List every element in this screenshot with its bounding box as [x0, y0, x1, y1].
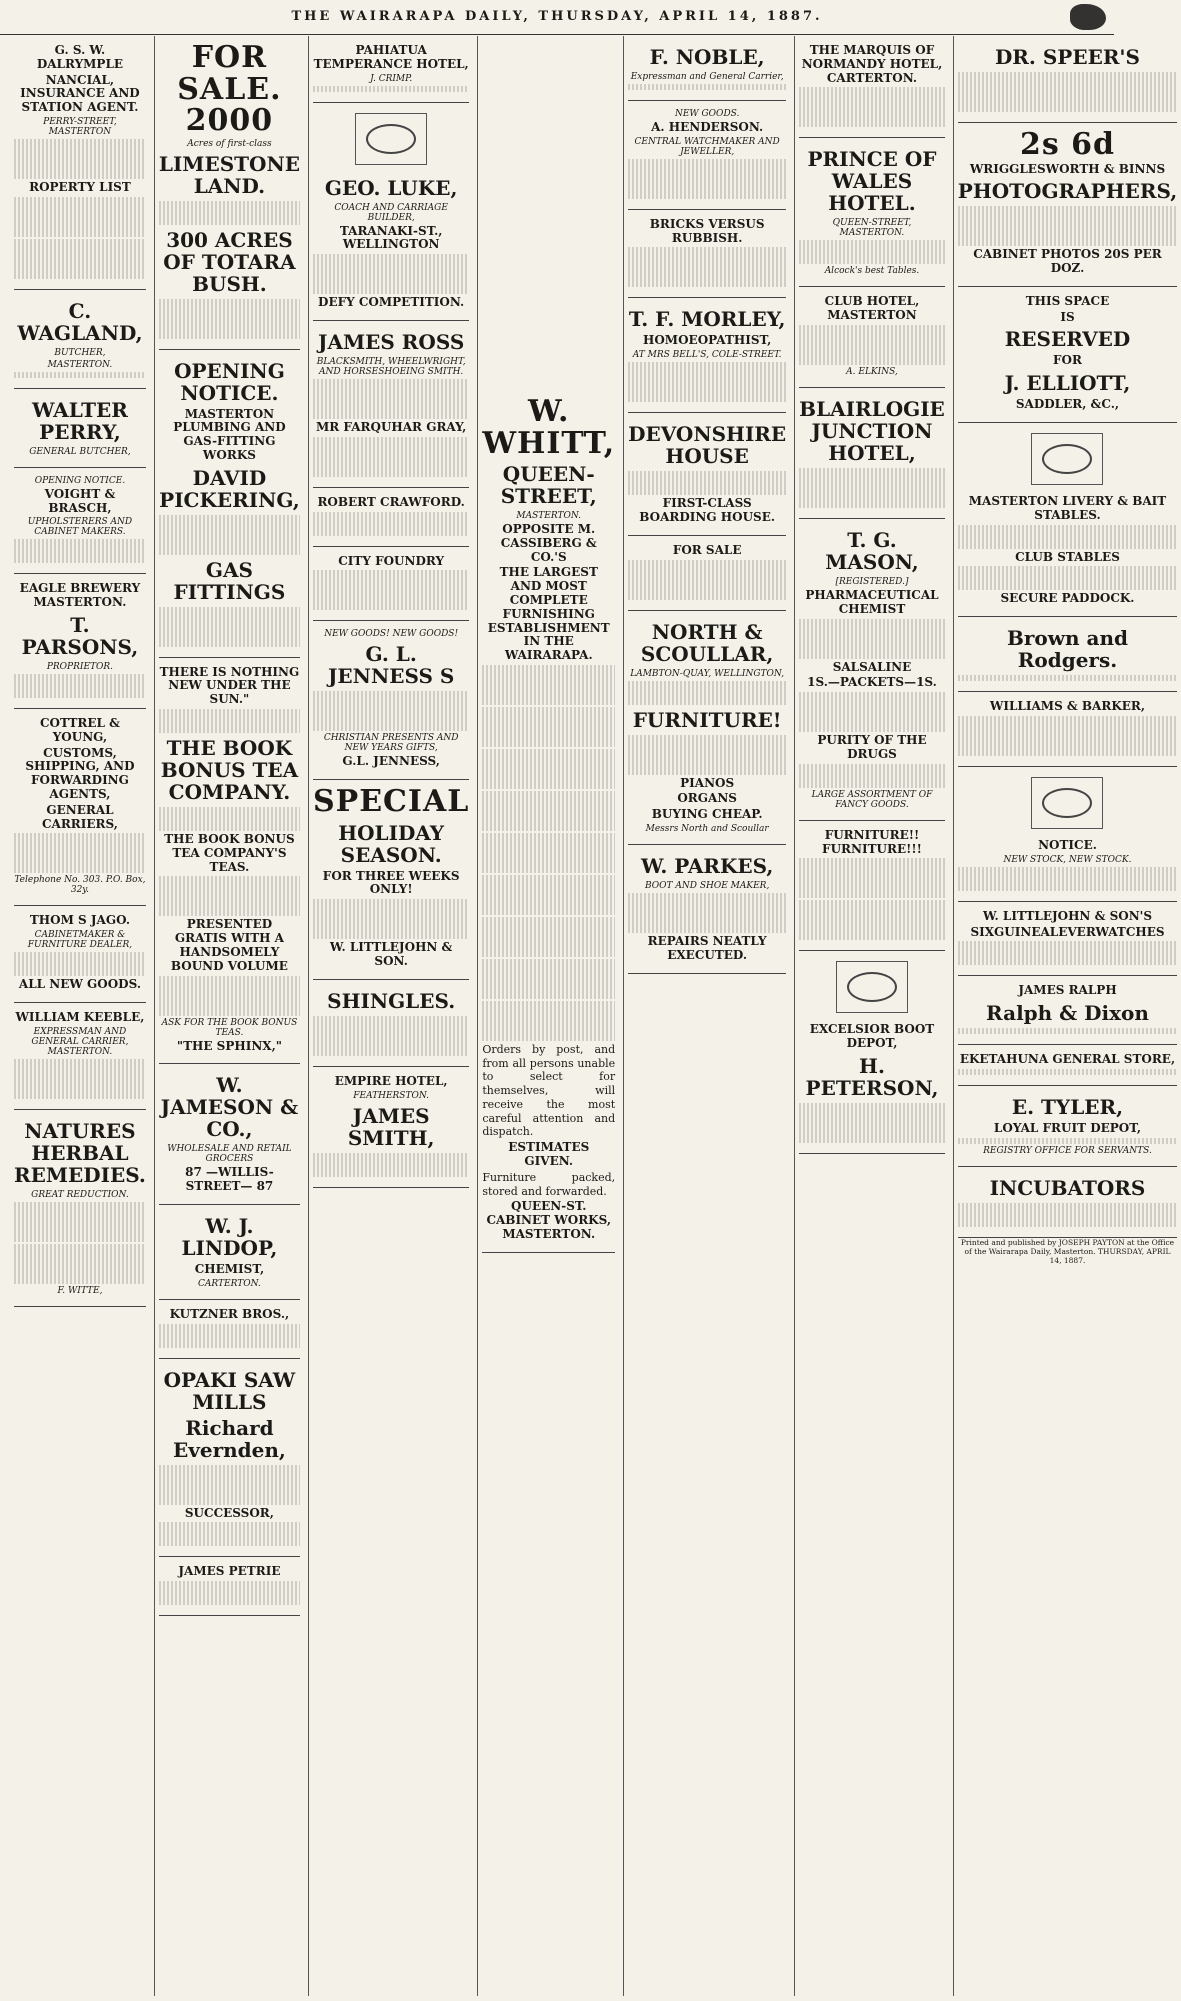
ad-subtitle: FIRST-CLASS BOARDING HOUSE. — [639, 496, 776, 524]
ad-heading: THE BOOK BONUS TEA COMPANY'S TEAS. — [164, 832, 295, 874]
ad-address: AT MRS BELL'S, COLE-STREET. — [632, 350, 782, 361]
ad-city-foundry — [313, 547, 469, 622]
ad-title: C. WAGLAND, — [17, 298, 143, 345]
body-text — [159, 1324, 300, 1348]
ad-line: THIS SPACE — [1025, 293, 1110, 308]
ad-title: BRICKS VERSUS RUBBISH. — [649, 216, 765, 245]
ad-address: 87 —WILLIS-STREET— 87 — [185, 1165, 274, 1194]
ad-title: G. S. W. DALRYMPLE — [36, 43, 124, 71]
ad-subtitle: Acres of first-class — [187, 138, 272, 149]
ad-title: SHINGLES. — [327, 988, 456, 1013]
ad-subtitle: Ralph & Dixon — [986, 1001, 1149, 1026]
body-text — [313, 899, 469, 939]
ad-tagline: REGISTRY OFFICE FOR SERVANTS. — [983, 1145, 1152, 1156]
ad-for-sale — [159, 36, 300, 350]
ad-title: CLUB HOTEL, MASTERTON — [824, 294, 920, 323]
ad-title: ROBERT CRAWFORD. — [317, 494, 465, 509]
ad-price: 2s 6d — [1019, 127, 1116, 162]
body-text — [799, 764, 945, 788]
ad-brown-rodgers — [958, 617, 1177, 692]
ad-morley — [628, 298, 786, 413]
ad-heading: SALSALINE — [832, 659, 912, 674]
ad-title: JAMES ROSS — [318, 329, 465, 354]
body-text — [159, 515, 300, 555]
body-text — [958, 867, 1177, 891]
ad-heading: FOR THREE WEEKS ONLY! — [322, 868, 460, 897]
ad-heading: 300 ACRES OF TOTARA BUSH. — [163, 227, 296, 296]
ad-blairlogie — [799, 388, 945, 519]
ad-title: T. G. MASON, — [825, 527, 919, 574]
body-text — [958, 1138, 1177, 1144]
ad-signature: G.L. JENNESS, — [342, 754, 440, 769]
ad-title: SPECIAL — [312, 784, 470, 820]
ad-title: F. NOBLE, — [649, 45, 765, 69]
ad-ralph — [958, 976, 1177, 1045]
ad-title: KUTZNER BROS., — [169, 1306, 290, 1321]
ad-notice — [958, 767, 1177, 902]
ad-heading: 1S.—PACKETS—1S. — [807, 675, 937, 690]
ad-subtitle: PROPRIETOR. — [46, 661, 114, 672]
ad-petrie — [159, 1557, 300, 1616]
body-text — [482, 791, 615, 831]
ad-title: T. F. MORLEY, — [628, 307, 786, 332]
ad-subtitle: CABINETMAKER & FURNITURE DEALER, — [27, 930, 133, 951]
ad-shingles — [313, 980, 469, 1067]
ad-subtitle: EXPRESSMAN AND GENERAL CARRIER, MASTERTON. — [31, 1026, 129, 1057]
ad-subtitle: J. CRIMP. — [370, 73, 413, 84]
ad-special — [313, 780, 469, 980]
ad-title: COTTREL & YOUNG, — [39, 715, 120, 744]
ad-subtitle: GREAT REDUCTION. — [31, 1189, 129, 1200]
ad-excelsior — [799, 951, 945, 1154]
body-text — [799, 1103, 945, 1143]
body-text — [159, 976, 300, 1016]
ad-furniture — [799, 821, 945, 952]
ad-for-sale-2 — [628, 536, 786, 611]
ad-lindop — [159, 1205, 300, 1300]
body-text — [14, 239, 146, 279]
ad-title: INCUBATORS — [989, 1175, 1146, 1200]
ad-address: QUEEN-STREET, MASTERTON. — [832, 218, 912, 239]
ad-incubators — [958, 1167, 1177, 1238]
ad-title: RESERVED — [1004, 327, 1131, 352]
ad-subtitle: Expressman and General Carrier, — [630, 72, 784, 82]
ad-heading: ESTIMATES GIVEN. — [508, 1140, 590, 1169]
ad-voight — [14, 468, 146, 575]
ad-heading: THE LARGEST AND MOST COMPLETE FURNISHING ESTABLISHMENT IN THE WAIRARAPA. — [487, 565, 610, 663]
ad-heading: CABINET PHOTOS 20S PER DOZ. — [973, 247, 1162, 276]
ad-cottrell — [14, 709, 146, 906]
ad-title: OPAKI SAW MILLS — [163, 1367, 296, 1414]
ad-kicker: EAGLE BREWERY MASTERTON. — [19, 581, 141, 610]
buggy-icon — [1031, 433, 1103, 485]
ad-subtitle: UPHOLSTERERS AND CABINET MAKERS. — [27, 517, 133, 538]
ad-subtitle: J. ELLIOTT, — [1004, 371, 1131, 396]
ad-luke — [313, 103, 469, 321]
ad-subtitle: HOMOEOPATHIST, — [643, 333, 772, 348]
ad-title: WALTER PERRY, — [32, 397, 128, 444]
ad-title: CITY FOUNDRY — [338, 553, 445, 568]
masthead — [0, 0, 1114, 35]
ad-subtitle: PHOTOGRAPHERS, — [957, 179, 1178, 204]
ad-heading: MR FARQUHAR GRAY, — [315, 419, 467, 434]
ad-tyler — [958, 1086, 1177, 1167]
ad-subtitle: OPPOSITE M. CASSIBERG & CO.'S — [500, 522, 597, 564]
column-7 — [953, 36, 1181, 1996]
body-text — [799, 692, 945, 732]
ad-title: A. HENDERSON. — [651, 120, 764, 134]
column-6 — [794, 36, 949, 1996]
ad-heading: ROPERTY LIST — [29, 179, 131, 194]
body-text — [628, 735, 786, 775]
ad-tagline: ASK FOR THE BOOK BONUS TEAS. — [161, 1017, 298, 1038]
ad-address: TARANAKI-ST., WELLINGTON — [339, 223, 443, 252]
column-2 — [154, 36, 304, 1996]
ad-title: THOM S JAGO. — [29, 913, 131, 928]
body-text — [313, 379, 469, 419]
body-text — [313, 512, 469, 536]
body-text — [958, 566, 1177, 590]
ad-subtitle: BLACKSMITH, WHEELWRIGHT, AND HORSESHOEING SMITH. — [316, 356, 466, 377]
ad-club-hotel — [799, 287, 945, 388]
ad-subtitle: SADDLER, &C., — [1015, 397, 1120, 412]
ad-title: WRIGGLESWORTH & BINNS — [969, 161, 1166, 176]
body-text — [628, 247, 786, 287]
body-text — [14, 674, 146, 698]
ad-heading: REPAIRS NEATLY EXECUTED. — [647, 933, 767, 962]
ad-signature: A. ELKINS, — [846, 366, 898, 377]
body-text — [313, 570, 469, 610]
body-text — [313, 691, 469, 731]
body-text — [958, 941, 1177, 965]
ink-blot — [1070, 4, 1106, 30]
ad-ross — [313, 321, 469, 488]
ad-subtitle: CUSTOMS, SHIPPING, AND FORWARDING AGENTS, — [25, 745, 135, 801]
ad-littlejohn-watches — [958, 902, 1177, 977]
body-text — [482, 875, 615, 915]
ad-subtitle: H. PETERSON, — [805, 1053, 939, 1100]
body-text — [159, 1522, 300, 1546]
carriage-icon — [355, 113, 427, 165]
body-text — [159, 607, 300, 647]
ad-signature: QUEEN-ST. CABINET WORKS, MASTERTON. — [486, 1199, 612, 1241]
body-text — [799, 858, 945, 898]
ad-title: NOTICE. — [1038, 838, 1097, 853]
body-text — [628, 471, 786, 495]
body-text — [958, 525, 1177, 549]
ad-body: Orders by post, and from all persons unable to select for themselves, will receive the most careful attention and dispatch. — [482, 1042, 616, 1139]
ad-address: LAMBTON-QUAY, WELLINGTON, — [630, 668, 785, 679]
ad-title: W. J. LINDOP, — [181, 1214, 278, 1261]
ad-address: PERRY-STREET, MASTERTON — [43, 116, 117, 137]
body-text — [799, 900, 945, 940]
ad-kutzner — [159, 1300, 300, 1359]
ad-heading: DEFY COMPETITION. — [318, 295, 465, 310]
body-text — [159, 1581, 300, 1605]
ad-empire — [313, 1067, 469, 1188]
ad-line: FOR — [1053, 353, 1082, 368]
ad-title: WILLIAMS & BARKER, — [989, 699, 1146, 714]
ad-kicker: NEW GOODS. — [674, 109, 740, 119]
ad-williams-barker — [958, 692, 1177, 767]
ad-title: MASTERTON LIVERY & BAIT STABLES. — [968, 494, 1167, 522]
ad-heading: CHRISTIAN PRESENTS AND NEW YEARS GIFTS, — [323, 733, 459, 754]
body-text — [958, 72, 1177, 112]
ad-title: W. WHITT, — [482, 394, 616, 461]
ad-title: DR. SPEER'S — [994, 45, 1141, 69]
ad-title: Brown and Rodgers. — [1006, 626, 1128, 673]
ad-title: JAMES RALPH — [1018, 983, 1117, 998]
ad-heading: PIANOS — [680, 775, 735, 790]
ad-body: Furniture packed, stored and forwarded. — [482, 1170, 616, 1198]
ad-signature: W. LITTLEJOHN & SON. — [329, 940, 453, 969]
body-text — [159, 876, 300, 916]
ad-natures — [14, 1110, 146, 1307]
body-text — [14, 952, 146, 976]
ad-heading: ORGANS — [677, 791, 737, 806]
ad-wagland — [14, 290, 146, 389]
ad-title: G. L. JENNESS S — [327, 642, 455, 689]
body-text — [159, 299, 300, 339]
ad-tagline: Alcock's best Tables. — [824, 266, 920, 277]
ad-address: MASTERTON. — [47, 359, 113, 370]
body-text — [482, 665, 615, 705]
body-text — [313, 86, 469, 92]
body-text — [482, 959, 615, 999]
ad-subtitle: LOYAL FRUIT DEPOT, — [993, 1121, 1142, 1136]
body-text — [482, 707, 615, 747]
ad-subtitle: HOLIDAY SEASON. — [338, 820, 445, 867]
ad-subtitle: NEW STOCK, NEW STOCK. — [1003, 854, 1132, 865]
body-text — [799, 240, 945, 264]
column-1 — [10, 36, 150, 1996]
body-text — [628, 84, 786, 90]
masthead-title: THE WAIRARAPA DAILY, THURSDAY, APRIL 14, 1887. — [291, 9, 823, 24]
ad-pahiatua — [313, 36, 469, 103]
ad-kicker: NEW GOODS! NEW GOODS! — [324, 629, 459, 640]
ad-north-scoullar — [628, 611, 786, 845]
body-text — [958, 1028, 1177, 1034]
body-text — [14, 197, 146, 237]
ad-heading: BUYING CHEAP. — [651, 807, 763, 822]
ad-pickering — [159, 350, 300, 658]
ad-line: IS — [1060, 309, 1075, 324]
ad-subtitle: NANCIAL, INSURANCE AND STATION AGENT. — [20, 72, 140, 115]
ad-title: W. LITTLEJOHN & SON'S — [982, 908, 1153, 923]
ad-devonshire — [628, 413, 786, 536]
ad-henderson — [628, 101, 786, 210]
body-text — [628, 362, 786, 402]
ad-tagline: LARGE ASSORTMENT OF FANCY GOODS. — [811, 789, 933, 810]
body-text — [313, 1153, 469, 1177]
imprint: Printed and published by JOSEPH PAYTON at the Office of the Wairarapa Daily, Masterton. THURSDAY, APRIL 14, 1887. — [960, 1237, 1175, 1265]
ad-noble — [628, 36, 786, 101]
body-text — [482, 749, 615, 789]
body-text — [482, 1001, 615, 1041]
ad-subtitle: BUTCHER, — [54, 347, 106, 358]
ad-address: CARTERTON. — [198, 1278, 261, 1289]
ad-subtitle: Richard Evernden, — [172, 1415, 286, 1462]
ad-title: EKETAHUNA GENERAL STORE, — [959, 1052, 1176, 1067]
body-text — [799, 325, 945, 365]
ad-figure: 2000 — [185, 103, 274, 138]
ad-title: NATURES HERBAL REMEDIES. — [14, 1118, 146, 1187]
ad-title: NORTH & SCOULLAR, — [640, 619, 774, 666]
body-text — [159, 709, 300, 733]
ad-heading: FURNITURE! — [632, 707, 782, 732]
ad-title: DAVID PICKERING, — [159, 465, 300, 512]
ad-eketahuna — [958, 1045, 1177, 1086]
ad-title: W. PARKES, — [640, 853, 774, 878]
ad-heading: SUCCESSOR, — [184, 1505, 274, 1520]
ad-subtitle: GENERAL BUTCHER, — [29, 446, 131, 457]
ad-title: FURNITURE!! FURNITURE!!! — [822, 827, 922, 856]
ad-jameson — [159, 1064, 300, 1205]
ad-dalrymple — [14, 36, 146, 290]
body-text — [628, 159, 786, 199]
ad-wrigglesworth — [958, 123, 1177, 287]
ad-heading: SECURE PADDOCK. — [1000, 591, 1135, 606]
ad-title: EMPIRE HOTEL, — [334, 1073, 448, 1088]
ad-title: VOIGHT & BRASCH, — [44, 486, 116, 515]
column-3 — [308, 36, 473, 1996]
ad-kicker: OPENING NOTICE. — [34, 475, 126, 486]
ad-crawford — [313, 488, 469, 547]
ad-walter-perry — [14, 389, 146, 468]
ad-bricks — [628, 210, 786, 299]
column-4 — [477, 36, 619, 1996]
body-text — [159, 201, 300, 225]
body-text — [14, 833, 146, 873]
ad-heading: LIMESTONE LAND. — [158, 151, 300, 198]
ad-title: E. TYLER, — [1011, 1095, 1124, 1120]
body-text — [958, 675, 1177, 681]
ad-subtitle: [REGISTERED.] — [835, 576, 909, 587]
body-text — [628, 893, 786, 933]
body-text — [159, 807, 300, 831]
body-text — [313, 437, 469, 477]
ad-title: BLAIRLOGIE JUNCTION HOTEL, — [799, 396, 945, 465]
ad-parkes — [628, 845, 786, 974]
ad-title: FOR SALE — [672, 542, 742, 557]
ad-title: JAMES PETRIE — [178, 1564, 281, 1579]
ad-title: GEO. LUKE, — [324, 175, 458, 200]
ad-reserved — [958, 287, 1177, 423]
ad-heading: PRESENTED GRATIS WITH A HANDSOMELY BOUND VOLUME — [170, 917, 288, 973]
columns — [10, 36, 1178, 1996]
ad-heading: CLUB STABLES — [1015, 549, 1120, 564]
ad-subtitle: GENERAL CARRIERS, — [41, 802, 118, 831]
ad-title: WILLIAM KEEBLE, — [15, 1009, 145, 1024]
body-text — [799, 619, 945, 659]
body-text — [958, 1203, 1177, 1227]
body-text — [958, 1069, 1177, 1075]
ad-eagle-brewery — [14, 574, 146, 709]
ad-title: PAHIATUA TEMPERANCE HOTEL, — [313, 43, 469, 71]
body-text — [628, 681, 786, 705]
ad-speer — [958, 36, 1177, 123]
ad-sago — [14, 906, 146, 1003]
body-text — [14, 1244, 146, 1284]
ad-signature: "THE SPHINX," — [176, 1038, 283, 1053]
body-text — [799, 87, 945, 127]
ad-subtitle: WHOLESALE AND RETAIL GROCERS — [167, 1144, 292, 1165]
ad-address: FEATHERSTON. — [353, 1090, 430, 1101]
ad-keeble — [14, 1003, 146, 1110]
ad-address: QUEEN-STREET, — [500, 462, 597, 508]
ad-subtitle: SIXGUINEALEVERWATCHES — [970, 924, 1165, 939]
body-text — [159, 1465, 300, 1505]
ad-title: FOR SALE. — [177, 40, 282, 107]
ad-opaki — [159, 1359, 300, 1558]
body-text — [313, 1016, 469, 1056]
ad-subtitle: JAMES SMITH, — [347, 1103, 435, 1150]
ad-title: PRINCE OF WALES HOTEL. — [807, 147, 937, 216]
ad-subtitle: MASTERTON PLUMBING AND GAS-FITTING WORKS — [173, 406, 286, 462]
ad-title: W. JAMESON & CO., — [160, 1073, 299, 1142]
ad-prince — [799, 138, 945, 287]
ad-whitt — [482, 36, 615, 1253]
ad-subtitle: CENTRAL WATCHMAKER AND JEWELLER, — [634, 136, 780, 157]
ad-livery — [958, 423, 1177, 617]
ad-heading: PHARMACEUTICAL CHEMIST — [805, 587, 939, 616]
body-text — [482, 917, 615, 957]
column-5 — [623, 36, 790, 1996]
body-text — [14, 539, 146, 563]
body-text — [628, 560, 786, 600]
ad-subtitle: CHEMIST, — [194, 1262, 265, 1277]
body-text — [958, 716, 1177, 756]
ad-town: MASTERTON. — [516, 511, 582, 521]
body-text — [14, 1202, 146, 1242]
body-text — [14, 1059, 146, 1099]
ad-marquis — [799, 36, 945, 138]
body-text — [799, 468, 945, 508]
ad-signature: Messrs North and Scoullar — [645, 823, 769, 834]
ad-subtitle: COACH AND CARRIAGE BUILDER, — [334, 202, 448, 223]
body-text — [482, 833, 615, 873]
ad-title: EXCELSIOR BOOT DEPOT, — [809, 1022, 935, 1051]
ad-title: DEVONSHIRE HOUSE — [628, 422, 787, 469]
ad-title: THE MARQUIS OF NORMANDY HOTEL, CARTERTON. — [801, 43, 943, 85]
ad-jenness — [313, 621, 469, 780]
ad-kicker: THERE IS NOTHING NEW UNDER THE SUN." — [159, 664, 300, 707]
ad-title: THE BOOK BONUS TEA COMPANY. — [160, 736, 299, 805]
body-text — [958, 206, 1177, 246]
ad-heading: ALL NEW GOODS. — [18, 977, 141, 992]
ad-subtitle: BOOT AND SHOE MAKER, — [644, 880, 770, 891]
ad-title: T. PARSONS, — [21, 612, 139, 659]
ad-book-bonus — [159, 658, 300, 1065]
ad-contact: Telephone No. 303. P.O. Box, 32y. — [14, 875, 146, 896]
body-text — [313, 254, 469, 294]
body-text — [14, 139, 146, 179]
ad-signature: F. WITTE, — [57, 1285, 103, 1296]
body-text — [14, 372, 146, 378]
ad-kicker: OPENING NOTICE. — [174, 358, 285, 405]
ad-heading: GAS FITTINGS — [173, 557, 286, 604]
saddle-icon — [1031, 777, 1103, 829]
ad-heading: PURITY OF THE DRUGS — [817, 733, 927, 761]
ad-mason — [799, 519, 945, 821]
boot-icon — [836, 961, 908, 1013]
